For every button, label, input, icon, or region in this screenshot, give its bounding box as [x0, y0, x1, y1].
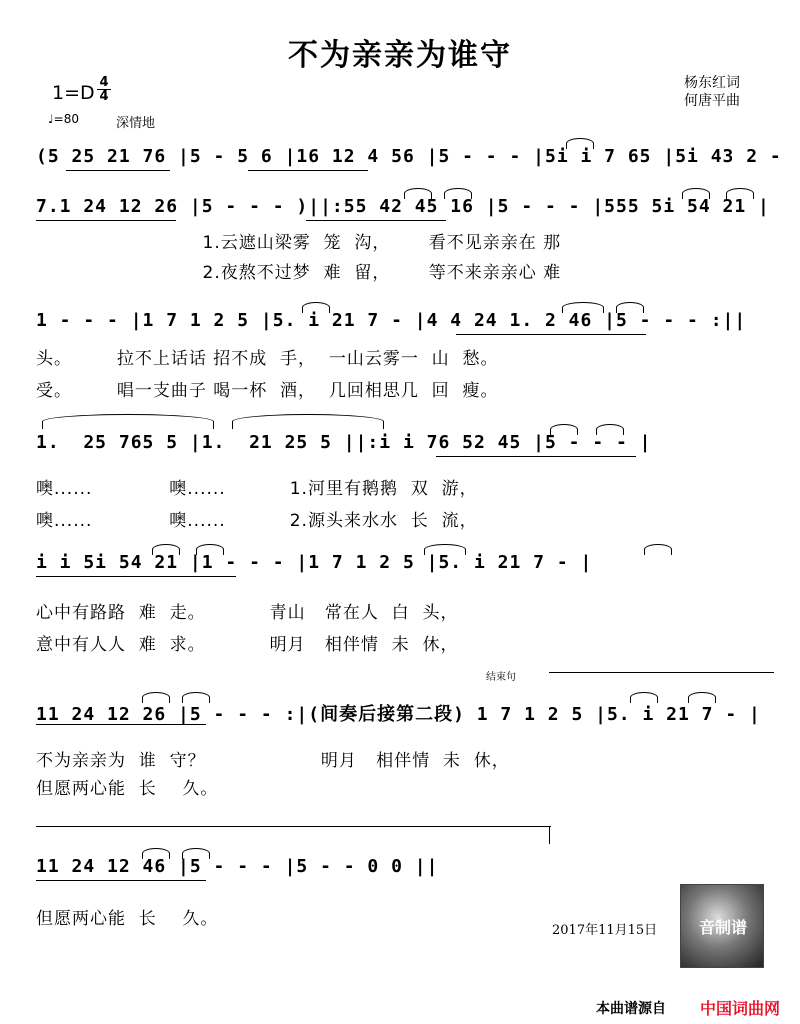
slur — [616, 302, 644, 313]
slur — [182, 692, 210, 703]
lyric-row-6-verse-2: 但愿两心能 长 久。 — [36, 779, 219, 799]
slur — [142, 692, 170, 703]
time-top: 4 — [99, 75, 109, 90]
beam — [248, 170, 368, 171]
notes-row-2: 7.1 24 12 26 |5 - - - )||:55 42 45 16 |5 - - - |555 5i 54 21 | — [36, 196, 770, 217]
score-row-1 — [36, 146, 782, 178]
tempo-mark: ♩=80 — [48, 112, 79, 126]
site-name-link[interactable]: 中国词曲网 — [700, 999, 781, 1018]
notes-row-7: 11 24 12 46 |5 - - - |5 - - 0 0 || — [36, 856, 439, 877]
slur — [182, 848, 210, 859]
score-row-7 — [36, 856, 776, 888]
stamp-text: 音制谱 — [699, 918, 748, 937]
beam — [66, 170, 170, 171]
score-title: 不为亲亲为谁守 — [288, 38, 512, 73]
lyric-row-4-verse-1: 噢...... 噢...... 1.河里有鹅鹅 双 游， — [36, 479, 478, 499]
slur — [404, 188, 432, 199]
lyric-row-3-verse-2: 受。 唱一支曲子 喝一杯 酒， 几回相思几 回 瘦。 — [36, 381, 499, 401]
end-phrase-line — [549, 672, 774, 673]
ending-bracket-line — [36, 826, 551, 827]
end-phrase-mark: 结束句 — [486, 672, 516, 683]
beam — [436, 456, 636, 457]
time-signature — [97, 76, 111, 103]
lyric-row-4-verse-2: 噢...... 噢...... 2.源头来水水 长 流， — [36, 511, 478, 531]
phrase-slur — [42, 414, 214, 429]
slur — [152, 544, 180, 555]
expression-mark: 深情地 — [116, 116, 156, 131]
notes-row-5: i i 5i 54 21 |1 - - - |1 7 1 2 5 |5. i 21 7 - | — [36, 552, 593, 573]
beam — [36, 724, 206, 725]
slur — [196, 544, 224, 555]
lyric-row-6-verse-1: 不为亲亲为 谁 守？ 明月 相伴情 未 休， — [36, 751, 510, 771]
slur — [596, 424, 624, 435]
slur — [566, 138, 594, 149]
notes-row-6: 11 24 12 26 |5 - - - :|(间奏后接第二段) 1 7 1 2 5 |5. i 21 7 - | — [36, 704, 761, 725]
ending-bracket-tick — [549, 826, 550, 844]
slur — [644, 544, 672, 555]
slur — [726, 188, 754, 199]
beam — [36, 576, 236, 577]
slur — [550, 424, 578, 435]
lyric-row-2-verse-2: 2.夜熬不过梦 难 留， 等不来亲亲心 难 — [36, 263, 562, 283]
publisher-stamp — [680, 884, 764, 968]
beam — [36, 220, 176, 221]
slur — [444, 188, 472, 199]
notes-row-3: 1 - - - |1 7 1 2 5 |5. i 21 7 - |4 4 24 1. 2 46 |5 - - - :|| — [36, 310, 747, 331]
score-row-2 — [36, 196, 776, 228]
score-row-4 — [36, 432, 776, 464]
lyric-row-5-verse-2: 意中有人人 难 求。 明月 相伴情 未 休， — [36, 635, 459, 655]
score-row-5 — [36, 552, 776, 584]
lyric-row-3-verse-1: 头。 拉不上话话 招不成 手， 一山云雾一 山 愁。 — [36, 349, 499, 369]
composer-credit: 何唐平曲 — [684, 93, 740, 109]
slur — [302, 302, 330, 313]
slur — [630, 692, 658, 703]
score-row-3 — [36, 310, 776, 342]
key-signature: 1=D — [52, 82, 95, 104]
lyric-row-7: 但愿两心能 长 久。 — [36, 909, 219, 929]
score-date: 2017年11月15日 — [552, 923, 658, 938]
time-bottom: 4 — [99, 89, 109, 104]
beam — [456, 334, 646, 335]
slur — [688, 692, 716, 703]
lyric-row-2-verse-1: 1.云遮山梁雾 笼 沟， 看不见亲亲在 那 — [36, 233, 562, 253]
beam — [306, 220, 446, 221]
phrase-slur — [232, 414, 384, 429]
notes-row-4: 1. 25 765 5 |1. 21 25 5 ||:i i 76 52 45 |5 - - - | — [36, 432, 652, 453]
notes-row-1: (5 25 21 76 |5 - 5 6 |16 12 4 56 |5 - - - |5i i 7 65 |5i 43 2 - — [36, 146, 782, 167]
lyric-row-5-verse-1: 心中有路路 难 走。 青山 常在人 白 头， — [36, 603, 459, 623]
beam — [36, 880, 206, 881]
slur — [682, 188, 710, 199]
slur — [424, 544, 466, 555]
source-label: 本曲谱源自 — [596, 1001, 666, 1017]
lyricist-credit: 杨东红词 — [684, 75, 740, 91]
slur — [142, 848, 170, 859]
score-row-6 — [36, 700, 776, 732]
slur — [562, 302, 604, 313]
